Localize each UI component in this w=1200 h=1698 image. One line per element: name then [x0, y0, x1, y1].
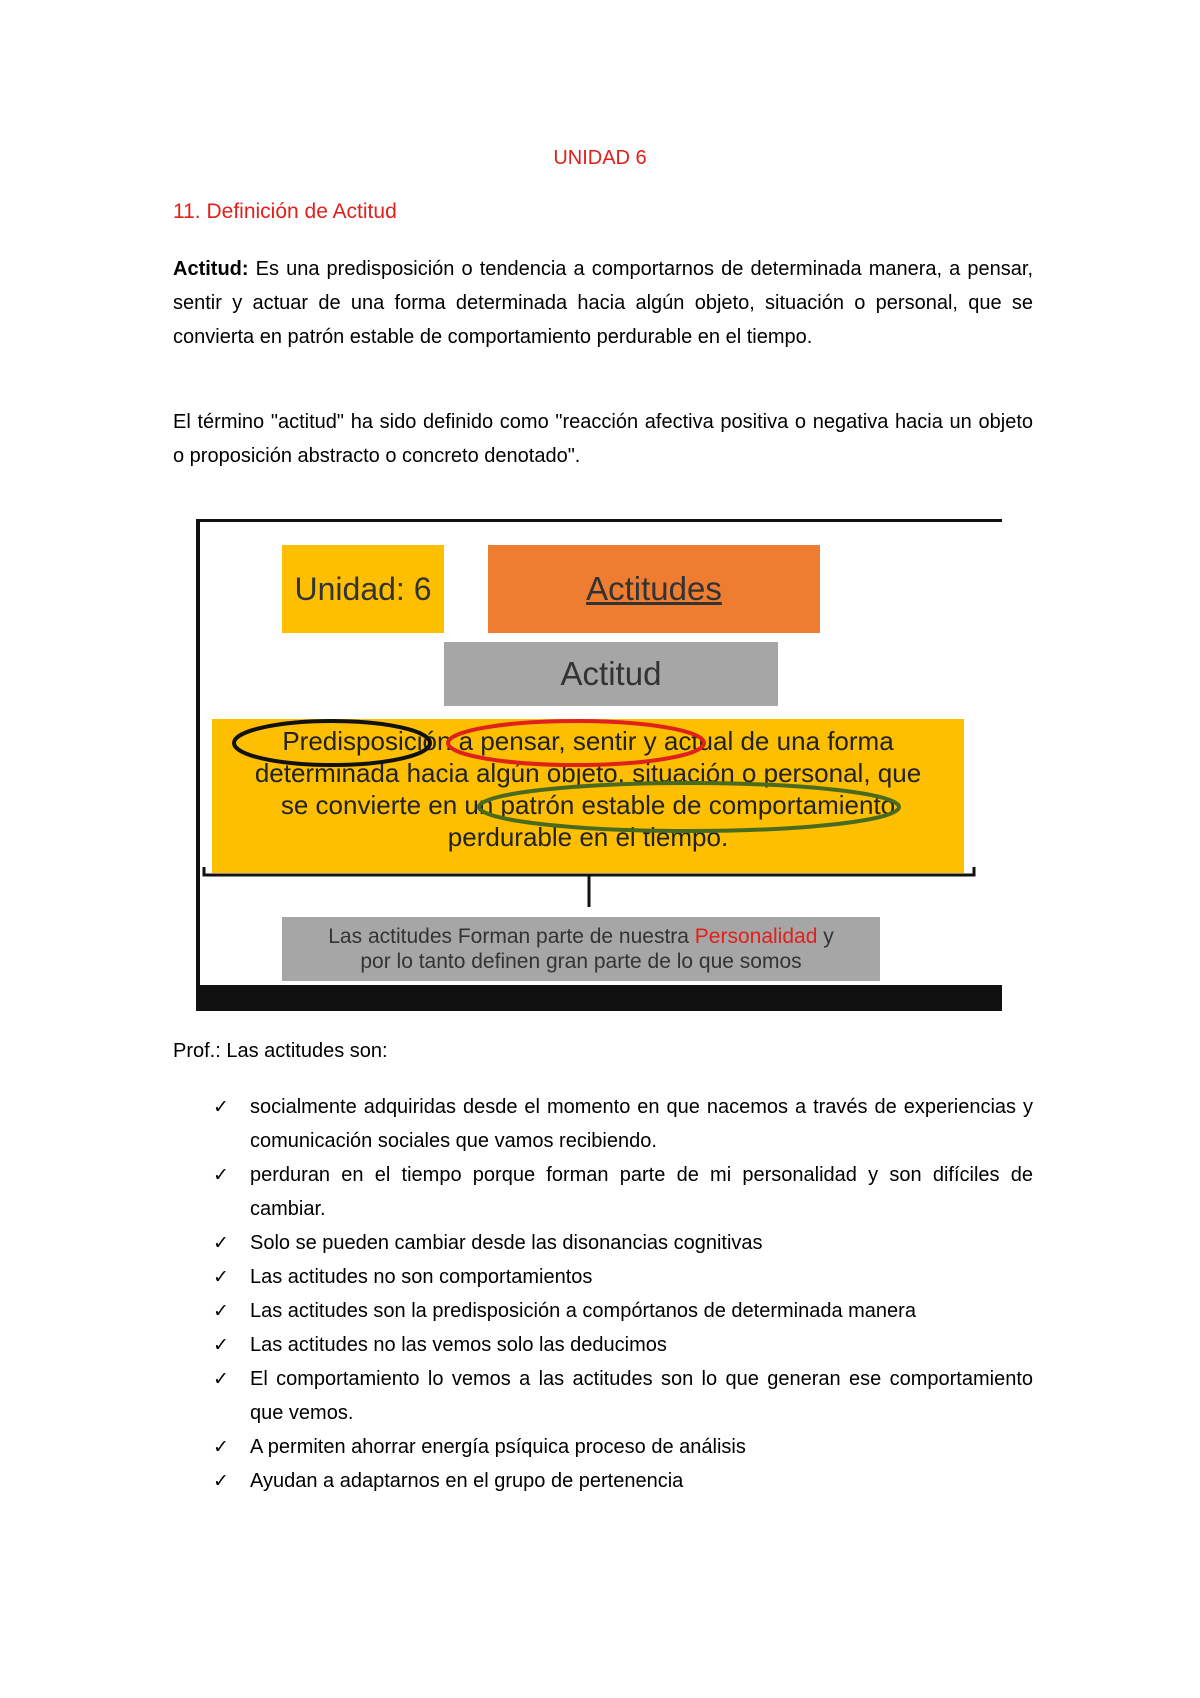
checkmark-icon: ✓ [213, 1266, 229, 1288]
definition-line: Predisposición a pensar, sentir y actual de una forma [282, 726, 894, 756]
prof-label: Prof.: Las actitudes son: [173, 1040, 388, 1062]
checklist-item [173, 1328, 1033, 1362]
actitud-box: Actitud [444, 642, 778, 706]
section-heading: 11. Definición de Actitud [173, 200, 397, 223]
personality-highlight: Personalidad [694, 925, 818, 948]
checkmark-icon: ✓ [213, 1164, 229, 1186]
term-label: Actitud: [173, 258, 249, 280]
note-line-1: Las actitudes Forman parte de nuestra Personalidad y [328, 925, 834, 948]
checklist-item [173, 1464, 1033, 1498]
quote-paragraph: El término "actitud" ha sido definido como "reacción afectiva positiva o negativa hacia un objeto o proposición abstracto o concreto denotado". [173, 411, 1033, 467]
checklist-item [173, 1294, 1033, 1328]
checkmark-icon: ✓ [213, 1368, 229, 1390]
definition-line: determinada hacia algún objeto, situación o personal, que [254, 758, 922, 788]
definition-paragraph [173, 252, 1033, 354]
personality-note-box [282, 917, 880, 981]
attitude-figure [196, 519, 1002, 1011]
checkmark-icon: ✓ [213, 1096, 229, 1118]
checklist-text: socialmente adquiridas desde el momento en que nacemos a través de experiencias y comunicación sociales que vamos recibiendo. [250, 1096, 1033, 1152]
definition-line: perdurable en el tiempo. [447, 822, 729, 852]
attitudes-checklist [173, 1090, 1033, 1498]
note-line-2: por lo tanto definen gran parte de lo que somos [360, 950, 802, 973]
checkmark-icon: ✓ [213, 1300, 229, 1322]
checkmark-icon: ✓ [213, 1334, 229, 1356]
brace-connector [196, 519, 1002, 919]
checklist-text: perduran en el tiempo porque forman parte de mi personalidad y son difíciles de cambiar. [250, 1164, 1033, 1220]
checklist-item [173, 1362, 1033, 1430]
definition-line: se convierte en un patrón estable de comportamiento [280, 790, 896, 820]
checklist-text: A permiten ahorrar energía psíquica proceso de análisis [250, 1436, 746, 1458]
checklist-item [173, 1158, 1033, 1226]
checklist-text: Las actitudes son la predisposición a compórtanos de determinada manera [250, 1300, 916, 1322]
checklist-item [173, 1226, 1033, 1260]
unit-title: UNIDAD 6 [553, 147, 647, 169]
checkmark-icon: ✓ [213, 1470, 229, 1492]
checklist-item [173, 1430, 1033, 1464]
checklist-text: Ayudan a adaptarnos en el grupo de pertenencia [250, 1470, 684, 1492]
checklist-item [173, 1090, 1033, 1158]
unidad-box: Unidad: 6 [282, 545, 444, 633]
checkmark-icon: ✓ [213, 1436, 229, 1458]
checklist-text: Solo se pueden cambiar desde las disonancias cognitivas [250, 1232, 763, 1254]
checklist-text: Las actitudes no son comportamientos [250, 1266, 593, 1288]
checklist-item [173, 1260, 1033, 1294]
actitudes-box: Actitudes [488, 545, 820, 633]
checklist-text: Las actitudes no las vemos solo las deducimos [250, 1334, 667, 1356]
figure-border-bottom [196, 985, 1002, 1011]
definition-text: Es una predisposición o tendencia a comportarnos de determinada manera, a pensar, sentir y actuar de una forma determinada hacia algún objeto, situación o personal, que se convierta en patrón estable de comportamiento perdurable en el tiempo. [173, 258, 1033, 348]
checklist-text: El comportamiento lo vemos a las actitudes son lo que generan ese comportamiento que vemos. [250, 1368, 1033, 1424]
checkmark-icon: ✓ [213, 1232, 229, 1254]
